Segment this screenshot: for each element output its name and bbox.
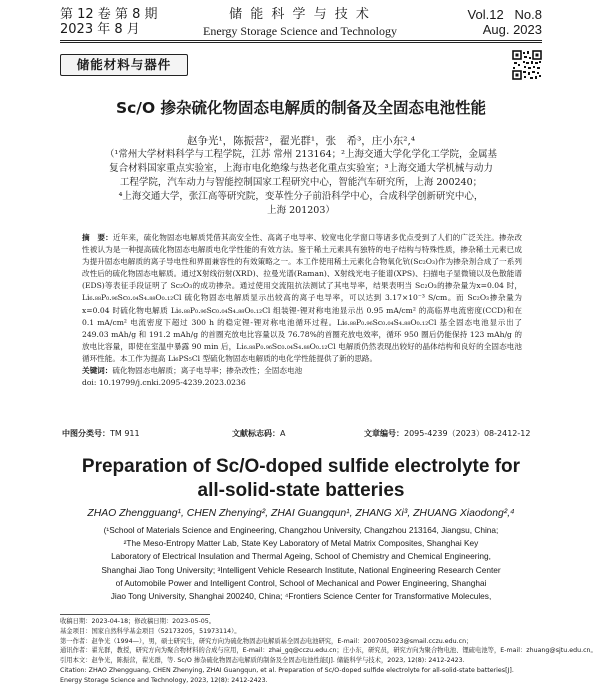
footnote-cite-cn: 引用本文：赵争光，陈振营，翟光群，等. Sc/O 掺杂硫化物固态电解质的制备及全固态电池性能[J]. 储能科学与技术，2023, 12(8): 2412-2423. (60, 657, 465, 665)
affiliation-en-4: Shanghai Jiao Tong University; ³Intelligent Vehicle Research Institute, National Engineering Research Center (101, 564, 501, 575)
title-cn: Sc/O 掺杂硫化物固态电解质的制备及全固态电池性能 (115, 99, 487, 117)
affiliation-cn-3: 工程学院，汽车动力与智能控制国家工程研究中心，智能汽车研究所，上海 200240； (119, 177, 483, 188)
qr-code-icon (512, 50, 542, 80)
footnote-rule (60, 614, 210, 615)
affiliation-cn-1: （¹常州大学材料科学与工程学院，江苏 常州 213164；²上海交通大学化学化工学院，金属基 (105, 149, 497, 160)
header-journal-en: Energy Storage Science and Technology (203, 24, 397, 38)
doi[interactable]: doi: 10.19799/j.cnki.2095-4239.2023.0236 (82, 378, 246, 388)
footnote-first-author: 第一作者：赵争光（1994—），男，硕士研究生，研究方向为硫化物固态电解质基全固态电池研究，E-mail：2007005023@smail.cczu.edu.cn； (60, 637, 473, 645)
affiliations-en (70, 524, 532, 603)
affiliation-cn-2: 复合材料国家重点实验室，上海市电化绝缘与热老化重点实验室；³上海交通大学机械与动力 (109, 163, 493, 174)
footnote-citation-en: Citation: ZHAO Zhengguang, CHEN Zhenying, ZHAI Guangqun, et al. Preparation of Sc/O-doped sulfide electrolyte for all-solid-state batteries[J]. (60, 666, 514, 674)
header-journal-cn: 储 能 科 学 与 技 术 (229, 7, 371, 22)
authors-en: ZHAO Zhengguang¹, CHEN Zhenying², ZHAI Guangqun¹, ZHANG Xi³, ZHUANG Xiaodong²,⁴ (87, 508, 515, 519)
header-date-cn: 2023 年 8 月 (60, 22, 140, 37)
footnotes (60, 617, 597, 686)
title-en-line-1: Preparation of Sc/O-doped sulfide electrolyte for (81, 456, 521, 477)
header-rule-thin (60, 42, 542, 43)
affiliation-cn-5: 上海 201203） (267, 205, 335, 216)
title-en (60, 455, 542, 503)
footnote-received: 收稿日期：2023-04-18；修改稿日期：2023-05-05。 (60, 618, 216, 625)
keywords-text: 硫化物固态电解质；离子电导率；掺杂改性；全固态电池 (112, 366, 303, 376)
abstract-block (82, 232, 522, 389)
abstract-text: 近年来，硫化物固态电解质凭借其高安全性、高离子电导率、较宽电化学窗口等诸多优点受到了人们的广泛关注。掺杂改性被认为是一种提高硫化物固态电解质电化学性能的有效方法。鉴于稀土元素具有独特的电子结构与特殊性质，掺杂稀土元素已成为提升固态电解质的离子导电性和界面兼容性的有效策略之一。本工作使用稀土元素化合物氧化钪(Sc₂O₃)作为掺杂剂合成了一系列改性后的硫化物固态电解质。通过X射线衍射(XRD)、拉曼光谱(Raman)、X射线光电子能谱(XPS)、扫描电子显微镜以及色散能谱(EDS)等表征手段证明了 Sc₂O₃的成功掺杂。通过使用交流阻抗法测试了其电导率，结果表明当 Sc₂O₃的掺杂量为x=0.04 时，Li₆.₈₈P₀.₉₆Sc₀.₀₄S₄.₈₈O₀.₁₂Cl 硫化物固态电解质显示出较高的离子电导率，可以达到 3.17×10⁻³ S/cm。而 Sc₂O₃掺杂量为x=0.04 时硫化物电解质 Li₆.₈₈P₀.₉₆Sc₀.₀₄S₄.₈₈O₀.₁₂Cl 组装锂-锂对称电池显示出 0.95 mA/cm² 的高临界电流密度(CCD)和在 0.1 mA/cm² 电流密度下超过 300 h 的稳定锂-锂对称电池循环过程。Li₆.₈₈P₀.₉₆Sc₀.₀₄S₄.₈₈O₀.₁₂Cl 基全固态电池显示出了 249.03 mAh/g 和 191.2 mAh/g 的首圈充放电比容量以及 76.78%的首圈充放电效率，循环 950 圈后仍能保持 123 mAh/g 的放电比容量，即使在室温中暴露 90 min 后，Li₆.₈₈P₀.₉₆Sc₀.₀₄S₄.₈₈O₀.₁₂Cl 电解质仍然表现出较好的晶体结构和良好的全固态电池循环性能。本工作为提高 Li₆PS₅Cl 型硫化物固态电解质的电化学性能提供了新的思路。 (82, 233, 522, 363)
affiliation-en-1: (¹School of Materials Science and Engineering, Changzhou University, Changzhou 213164, Jiangsu, China; (103, 525, 499, 535)
header-volume-en: Vol.12 No.8 (467, 7, 542, 22)
footnote-citation-en-2: Energy Storage Science and Technology, 2023, 12(8): 2412-2423. (60, 676, 268, 684)
article-number: 文章编号：2095-4239（2023）08-2412-12 (364, 429, 531, 438)
affiliation-en-5: of Automobile Power and Intelligent Control, School of Mechanical and Power Engineering, Shanghai (115, 577, 487, 588)
abstract-label: 摘 要： (82, 233, 113, 242)
clc-number: 中图分类号：TM 911 (62, 429, 140, 438)
header-date-en: Aug. 2023 (482, 22, 542, 37)
header-volume-cn: 第 12 卷 第 8 期 (60, 7, 158, 22)
section-tag: 储能材料与器件 (60, 54, 188, 76)
authors-cn: 赵争光¹，陈振营²，翟光群¹，张 希³，庄小东²,⁴ (186, 135, 416, 147)
footnote-funding: 基金项目：国家自然科学基金项目（52173205，51973114）。 (60, 627, 241, 635)
document-code: 文献标志码：A (232, 429, 286, 438)
header-rule (60, 40, 542, 41)
affiliation-en-2: ²The Meso-Entropy Matter Lab, State Key Laboratory of Metal Matrix Composites, Shanghai Key (123, 538, 479, 549)
affiliation-cn-4: ⁴上海交通大学，张江高等研究院，变革性分子前沿科学中心，合成科学创新研究中心， (118, 191, 484, 202)
affiliation-en-3: Laboratory of Electrical Insulation and Thermal Ageing, School of Chemistry and Chemical Engineering, (111, 551, 491, 562)
footnote-corresponding: 通讯作者：翟光群，教授，研究方向为聚合物材料的合成与应用，E-mail：zhai_gq@cczu.edu.cn；庄小东，研究员，研究方向为聚合物电池、锂硫电池等，E-mail：zhuang@sjtu.edu.cn。 (60, 647, 597, 655)
keywords-label: 关键词： (82, 366, 113, 376)
affiliation-en-6: Jiao Tong University, Shanghai 200240, China; ⁴Frontiers Science Center for Transformative Molecules, (110, 591, 492, 602)
title-en-line-2: all-solid-state batteries (197, 480, 405, 501)
